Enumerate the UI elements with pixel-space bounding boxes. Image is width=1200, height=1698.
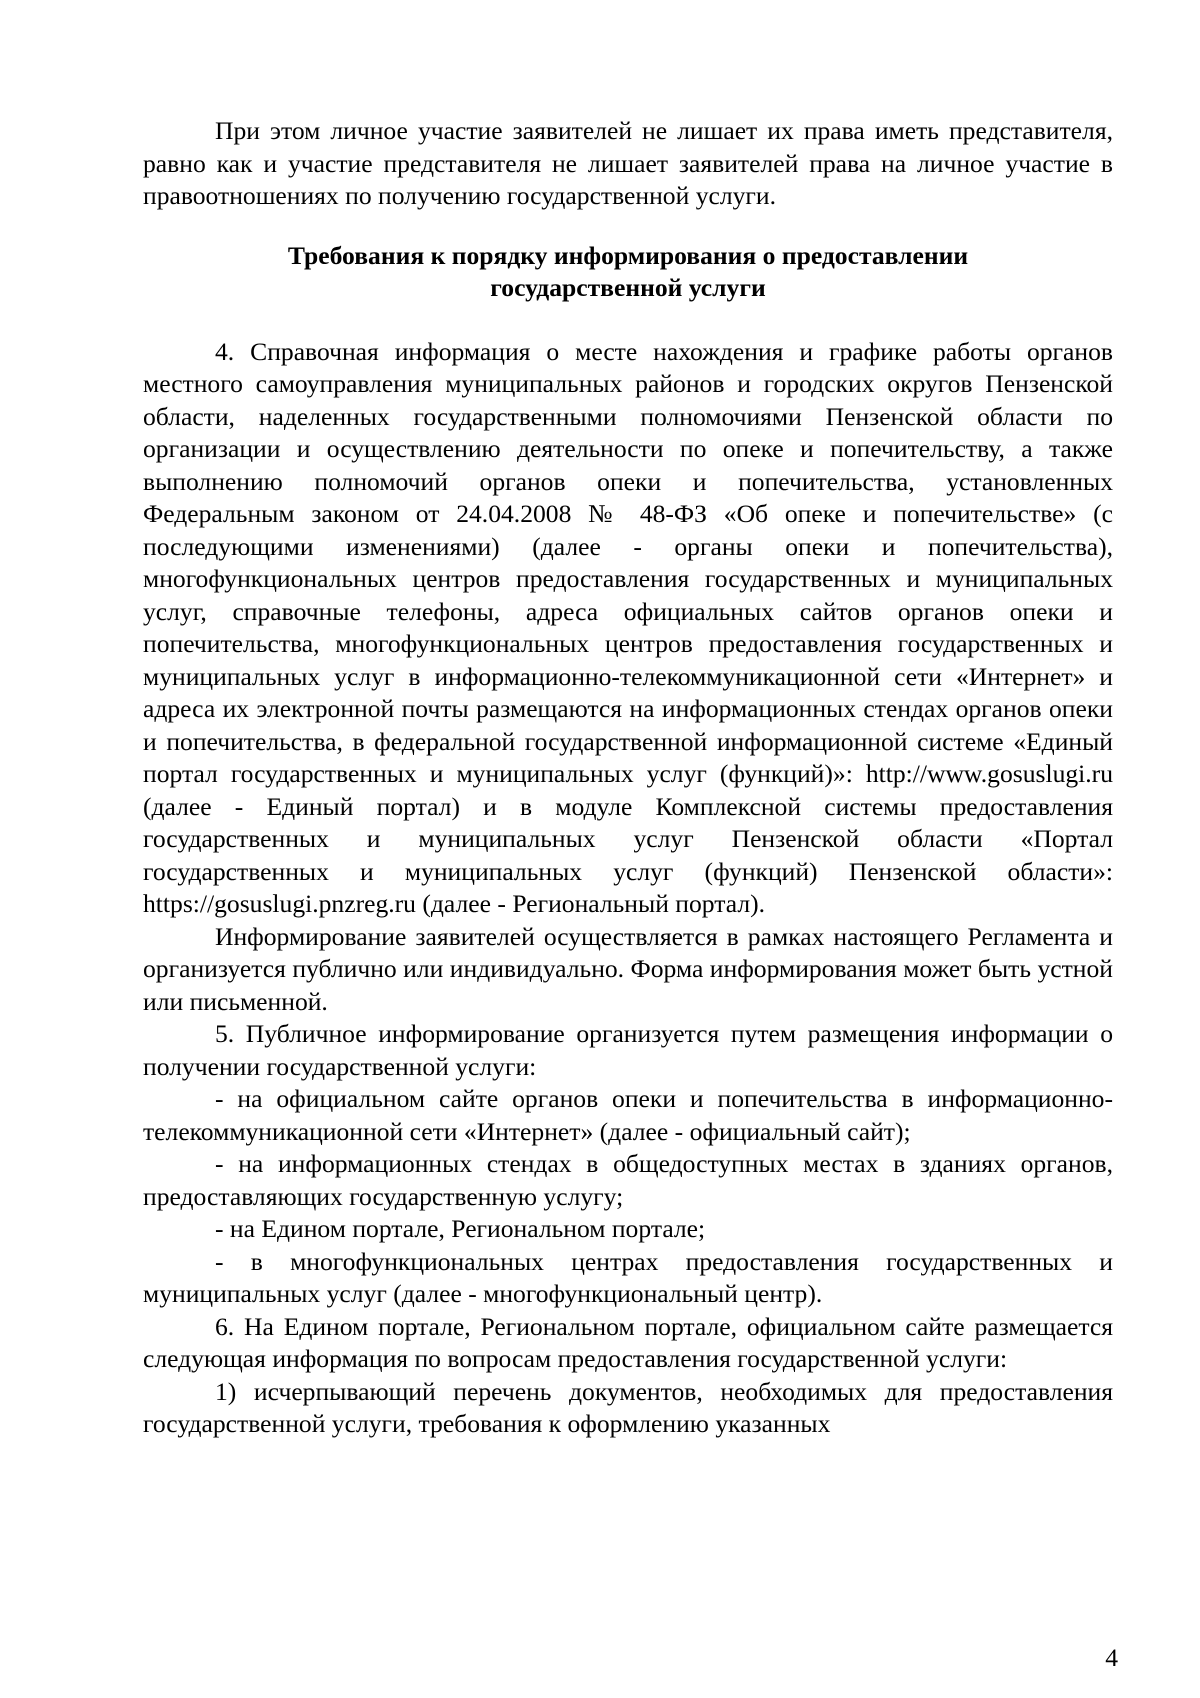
section-heading-line-1: Требования к порядку информирования о предоставлении xyxy=(287,240,969,270)
list-item-official-site: - на официальном сайте органов опеки и попечительства в информационно-телекоммуникационной сети «Интернет» (далее - официальный сайт); xyxy=(143,1084,1113,1146)
list-item-mfc: - в многофункциональных центрах предоставления государственных и муниципальных услуг (далее - многофункциональный центр). xyxy=(143,1246,1113,1308)
list-item-info-stands: - на информационных стендах в общедоступных местах в зданиях органов, предоставляющих государственную услугу; xyxy=(143,1149,1113,1211)
paragraph-informing: Информирование заявителей осуществляется в рамках настоящего Регламента и организуется публично или индивидуально. Форма информирования может быть устной или письменной. xyxy=(143,921,1113,1016)
list-item-1: 1) исчерпывающий перечень документов, необходимых для предоставления государственной услуги, требования к оформлению указанных xyxy=(143,1376,1113,1438)
section-heading-line-2: государственной услуги xyxy=(490,273,766,302)
paragraph-5: 5. Публичное информирование организуется путем размещения информации о получении государственной услуги: xyxy=(143,1019,1113,1081)
paragraph-intro: При этом личное участие заявителей не лишает их права иметь представителя, равно как и участие представителя не лишает заявителей права на личное участие в правоотношениях по получению государственной услуги. xyxy=(143,116,1113,210)
document-body xyxy=(143,115,1113,1441)
section-heading xyxy=(143,240,1113,305)
list-item-portals: - на Едином портале, Региональном портале; xyxy=(215,1214,706,1243)
paragraph-6: 6. На Едином портале, Региональном портале, официальном сайте размещается следующая информация по вопросам предоставления государственной услуги: xyxy=(143,1311,1113,1373)
page-number: 4 xyxy=(1105,1643,1118,1672)
paragraph-4: 4. Справочная информация о месте нахождения и графике работы органов местного самоуправления муниципальных районов и городских округов Пензенской области, наделенных государственными полномочиями Пензенской области по организации и осуществлению деятельности по опеке и попечительству, а также выполнению полномочий органов опеки и попечительства, установленных Федеральным законом от 24.04.2008 № 48-ФЗ «Об опеке и попечительстве» (с последующими изменениями) (далее - органы опеки и попечительства), многофункциональных центров предоставления государственных и муниципальных услуг, справочные телефоны, адреса официальных сайтов органов опеки и попечительства, многофункциональных центров предоставления государственных и муниципальных услуг в информационно-телекоммуникационной сети «Интернет» и адреса их электронной почты размещаются на информационных стендах органов опеки и попечительства, в федеральной государственной информационной системе «Единый портал государственных и муниципальных услуг (функций)»: http://www.gosuslugi.ru (далее - Единый портал) и в модуле Комплексной системы предоставления государственных и муниципальных услуг Пензенской области «Портал государственных и муниципальных услуг (функций) Пензенской области»: https://gosuslugi.pnzreg.ru (далее - Региональный портал). xyxy=(143,336,1113,918)
